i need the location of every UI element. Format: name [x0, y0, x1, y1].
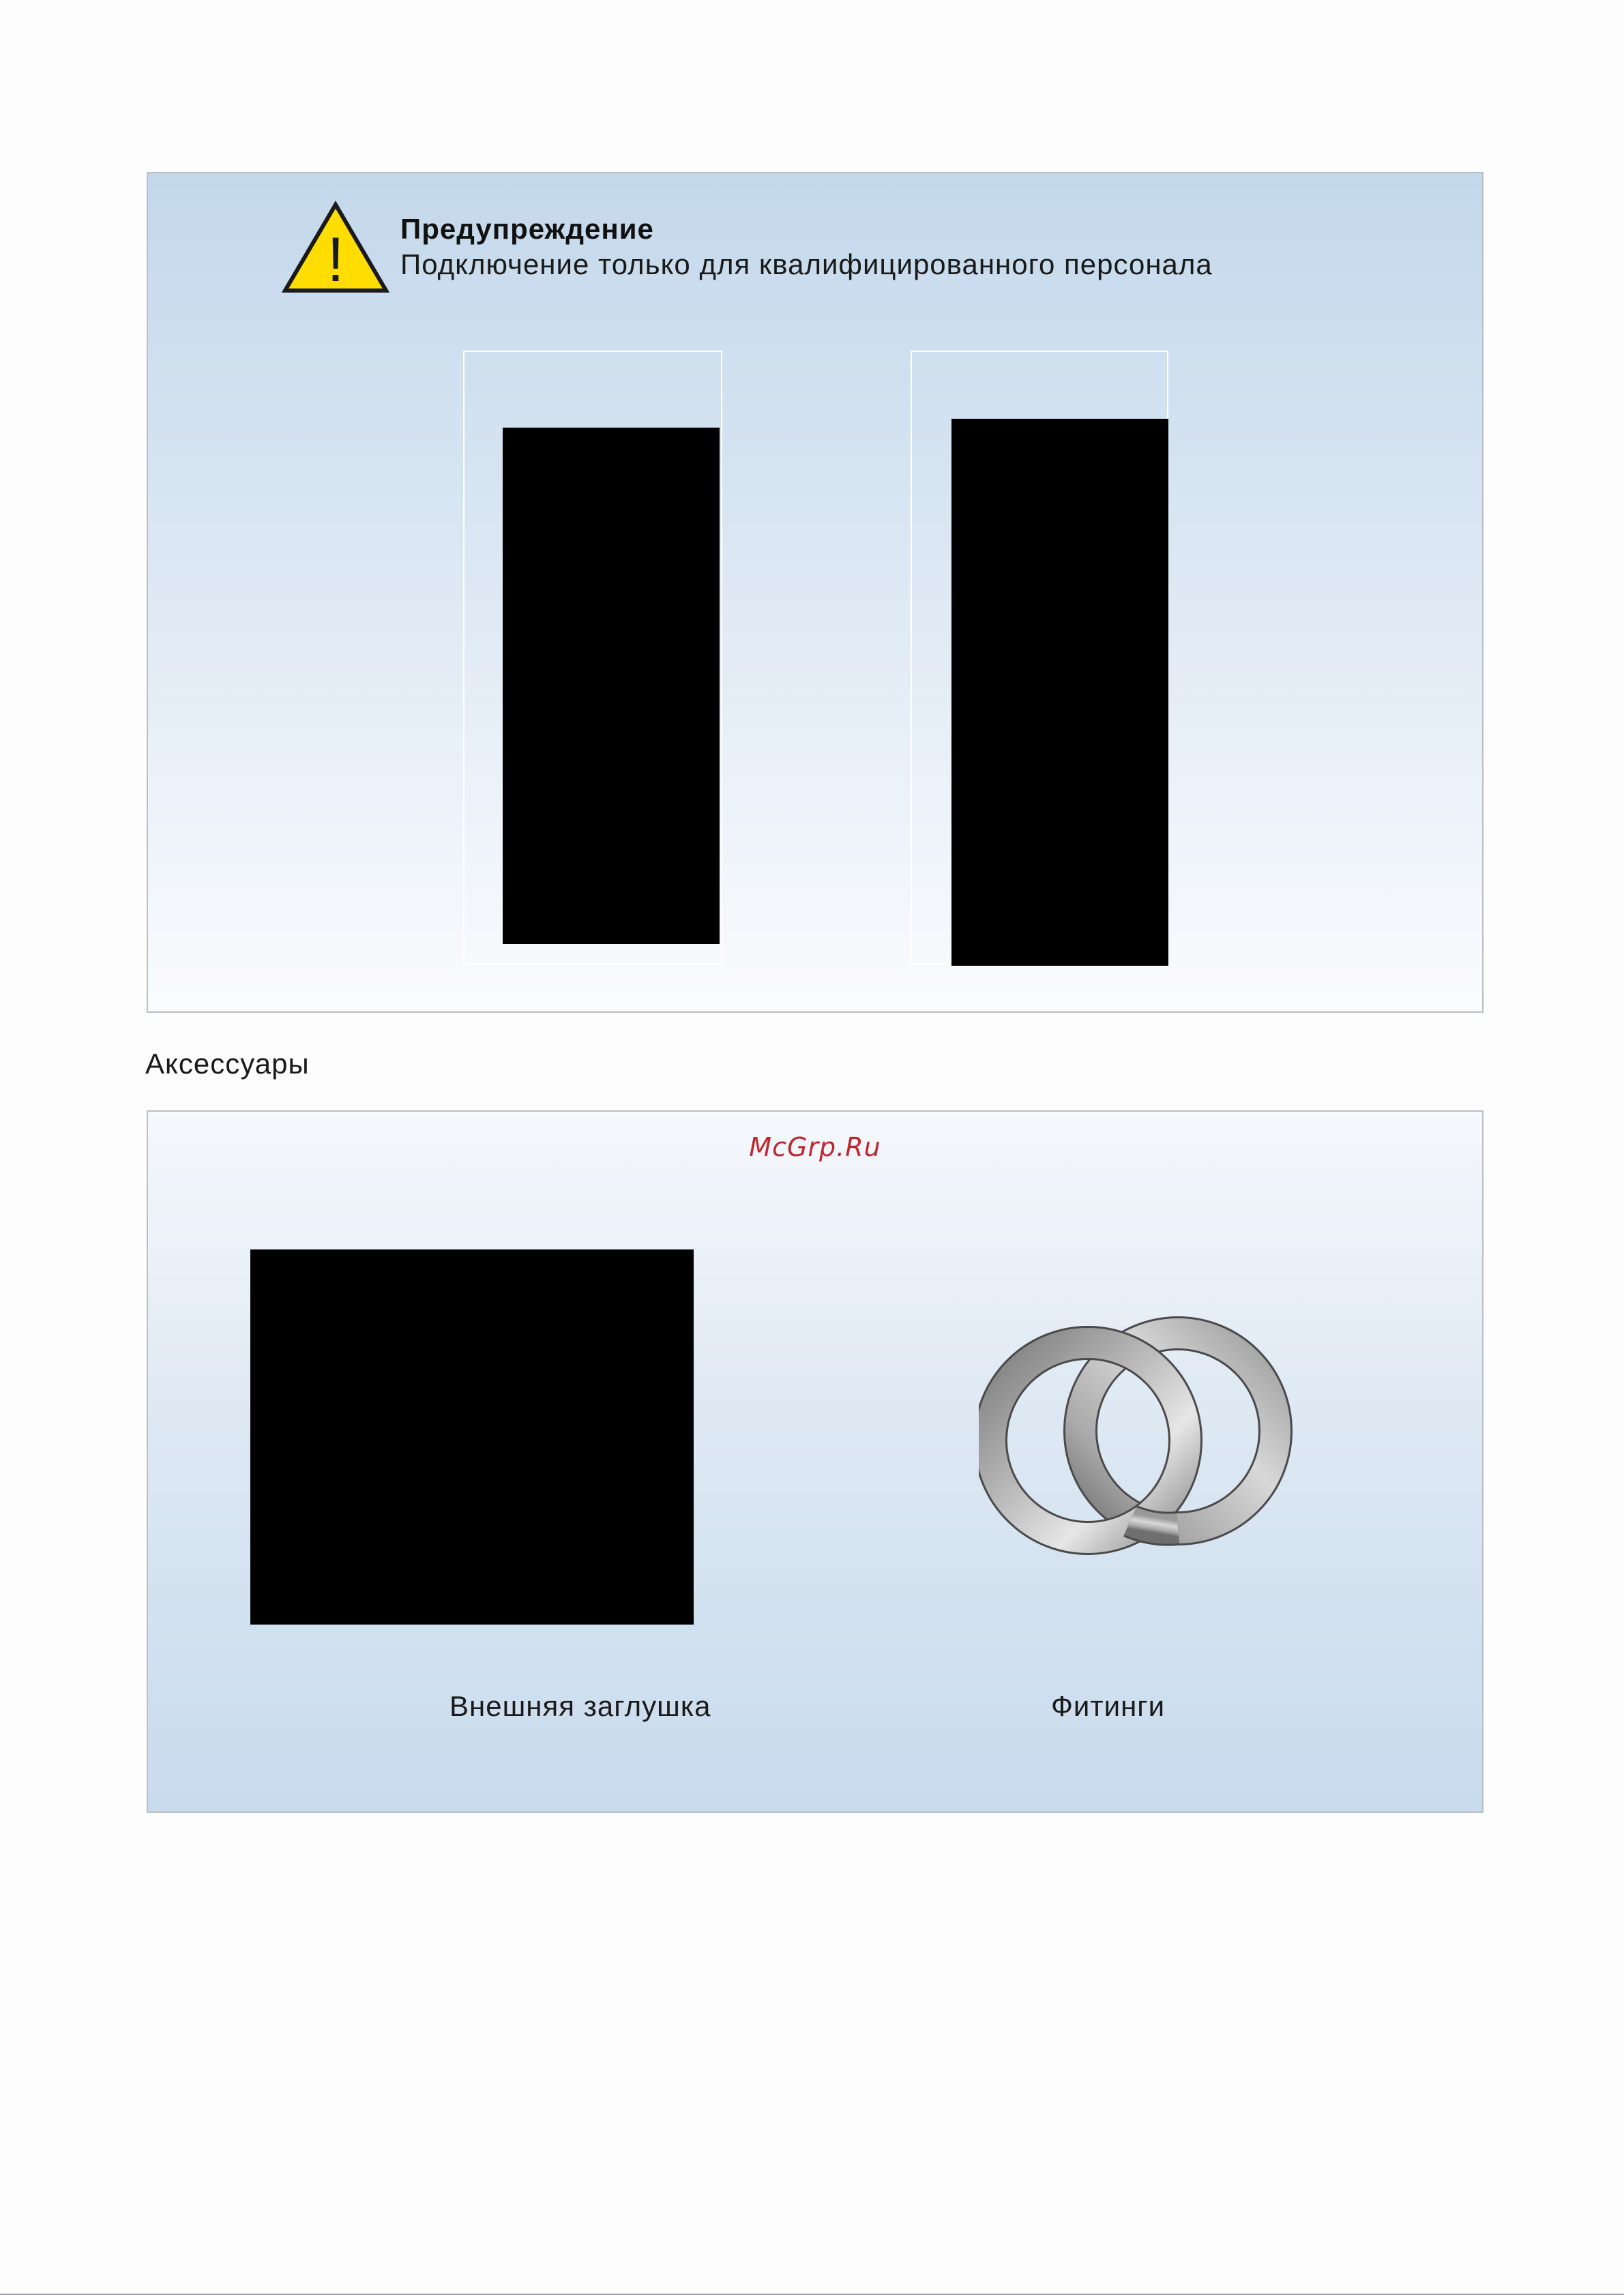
warning-mark: ! — [327, 225, 344, 295]
warning-triangle-icon — [281, 201, 390, 296]
watermark: McGrp.Ru — [749, 1132, 881, 1162]
warning-panel — [147, 172, 1483, 1013]
product-image-right — [951, 419, 1168, 966]
product-image-left — [503, 428, 720, 944]
external-plug-image — [250, 1249, 694, 1625]
warning-text: Подключение только для квалифицированного персонала — [400, 248, 1213, 280]
fittings-caption: Фитинги — [1051, 1690, 1166, 1722]
fittings-rings-icon — [979, 1316, 1306, 1555]
warning-title: Предупреждение — [400, 213, 654, 245]
accessories-heading: Аксессуары — [145, 1048, 310, 1080]
external-plug-caption: Внешняя заглушка — [449, 1690, 711, 1722]
accessories-panel — [147, 1110, 1483, 1813]
